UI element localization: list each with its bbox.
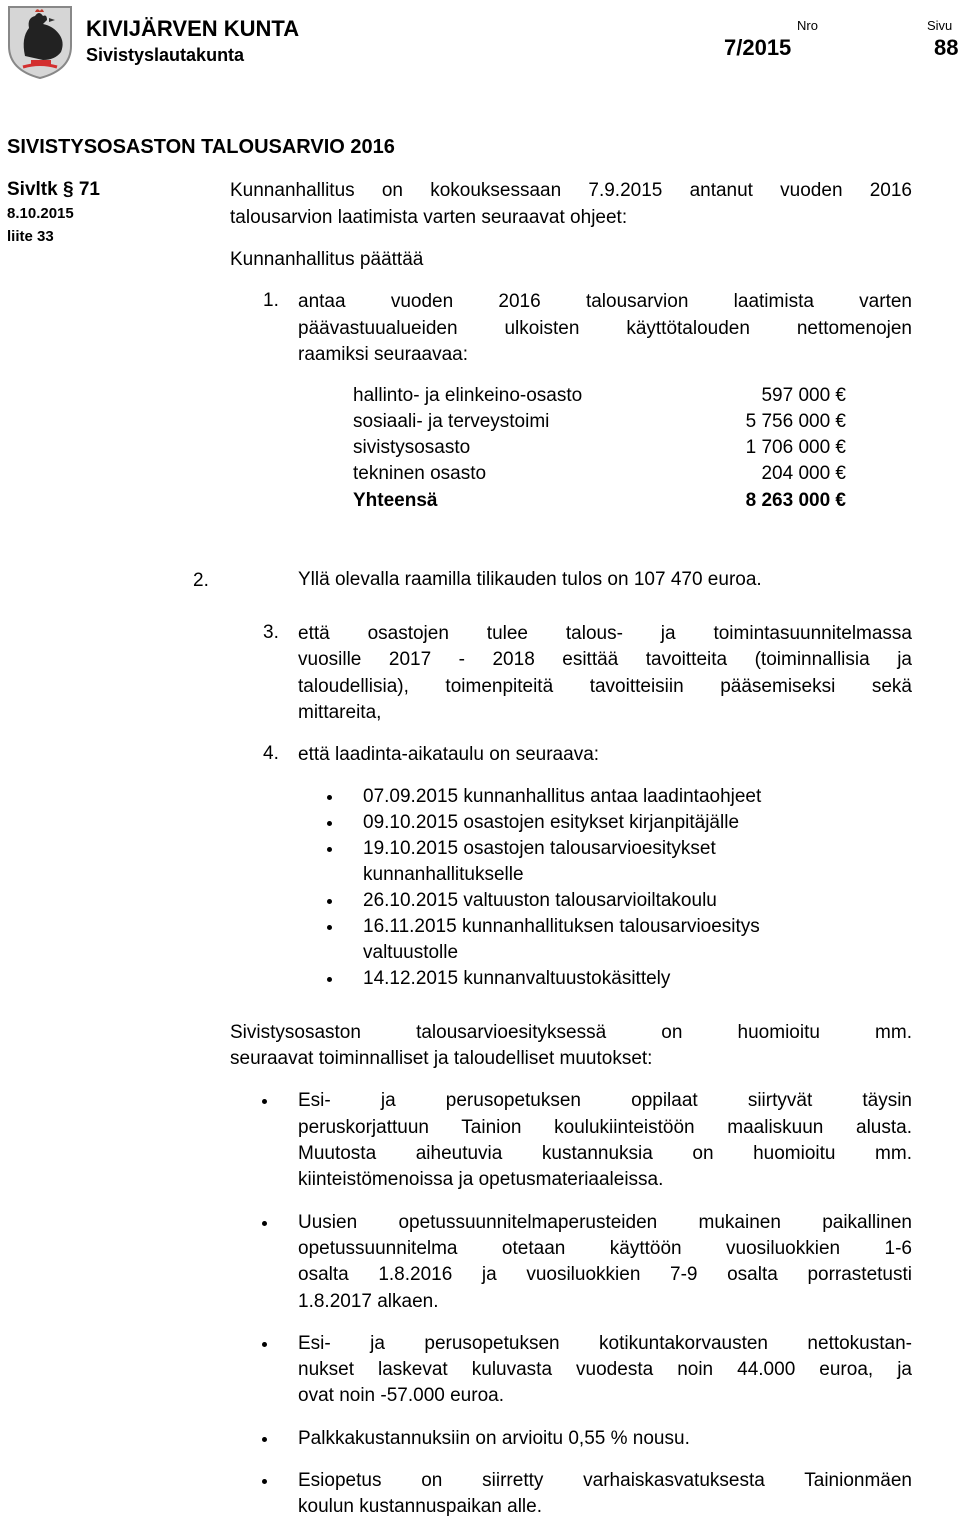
change-item-line: kiinteistömenoissa ja opetusmateriaaleissa. — [298, 1169, 664, 1190]
item-2-number: 2. — [193, 570, 209, 591]
change-item-line: Esi- ja perusopetuksen kotikuntakorvausten nettokustan- — [298, 1333, 912, 1354]
change-item-line: ovat noin -57.000 euroa. — [298, 1385, 504, 1406]
item-3-line-2: vuosille 2017 - 2018 esittää tavoitteita (toiminnallisia ja — [298, 649, 912, 670]
document-title: SIVISTYSOSASTON TALOUSARVIO 2016 — [7, 136, 395, 158]
budget-total-row — [353, 490, 846, 516]
bullet-icon — [327, 925, 332, 930]
change-item-line: Esi- ja perusopetuksen oppilaat siirtyvät täysin — [298, 1090, 912, 1111]
municipality-name: KIVIJÄRVEN KUNTA — [86, 16, 300, 41]
change-item-line: Esiopetus on siirretty varhaiskasvatuksesta Tainionmäen — [298, 1470, 912, 1491]
item-1-line-2: päävastuualueiden ulkoisten käyttötalouden nettomenojen — [298, 318, 912, 339]
bullet-icon — [262, 1437, 267, 1442]
budget-amount: 204 000 € — [761, 463, 846, 484]
schedule-item-continued: kunnanhallitukselle — [363, 864, 524, 885]
budget-label: sivistysosasto — [353, 437, 471, 458]
item-1-line-3: raamiksi seuraavaa: — [298, 344, 469, 365]
change-item-line: 1.8.2017 alkaen. — [298, 1291, 439, 1312]
change-item-line: koulun kustannuspaikan alle. — [298, 1496, 543, 1517]
change-item-line: Muutosta aiheutuvia kustannuksia on huomioitu mm. — [298, 1143, 912, 1164]
attachment-reference: liite 33 — [7, 228, 54, 245]
item-1-number: 1. — [263, 290, 279, 311]
budget-amount: 597 000 € — [761, 385, 846, 406]
item-1-line-1: antaa vuoden 2016 talousarvion laatimista varten — [298, 291, 912, 312]
schedule-item: 16.11.2015 kunnanhallituksen talousarvioesitys — [363, 916, 760, 937]
item-2-text: Yllä olevalla raamilla tilikauden tulos on 107 470 euroa. — [298, 569, 762, 590]
schedule-item-continued: valtuustolle — [363, 942, 459, 963]
change-item-line: Uusien opetussuunnitelmaperusteiden mukainen paikallinen — [298, 1212, 912, 1233]
schedule-item: 07.09.2015 kunnanhallitus antaa laadintaohjeet — [363, 786, 762, 807]
budget-label: tekninen osasto — [353, 463, 487, 484]
intro-line-1: Kunnanhallitus on kokouksessaan 7.9.2015 antanut vuoden 2016 — [230, 180, 912, 201]
budget-total-amount: 8 263 000 € — [745, 490, 846, 511]
intro-line-2: talousarvion laatimista varten seuraavat ohjeet: — [230, 207, 628, 228]
budget-row — [353, 463, 846, 489]
budget-row — [353, 437, 846, 463]
number-label: Nro — [797, 18, 818, 33]
budget-row — [353, 411, 846, 437]
item-4-number: 4. — [263, 743, 279, 764]
bullet-icon — [262, 1479, 267, 1484]
change-item-line: nukset laskevat kuluvasta vuodesta noin 44.000 euroa, ja — [298, 1359, 912, 1380]
change-item-line: osalta 1.8.2016 ja vuosiluokkien 7-9 osalta porrastetusti — [298, 1264, 912, 1285]
item-4-text: että laadinta-aikataulu on seuraava: — [298, 744, 600, 765]
bullet-icon — [327, 821, 332, 826]
schedule-item: 26.10.2015 valtuuston talousarvioiltakoulu — [363, 890, 717, 911]
item-3-line-1: että osastojen tulee talous- ja toimintasuunnitelmassa — [298, 623, 912, 644]
decision-heading: Kunnanhallitus päättää — [230, 249, 424, 270]
bullet-icon — [262, 1342, 267, 1347]
bullet-icon — [327, 899, 332, 904]
item-3-line-3: taloudellisia), toimenpiteitä tavoitteisiin pääsemiseksi sekä — [298, 676, 912, 697]
changes-intro-line-2: seuraavat toiminnalliset ja taloudelliset muutokset: — [230, 1048, 653, 1069]
bullet-icon — [327, 977, 332, 982]
budget-label: hallinto- ja elinkeino-osasto — [353, 385, 583, 406]
number-value: 7/2015 — [724, 35, 792, 60]
meeting-date: 8.10.2015 — [7, 205, 74, 222]
budget-amount: 5 756 000 € — [745, 411, 846, 432]
schedule-item: 14.12.2015 kunnanvaltuustokäsittely — [363, 968, 671, 989]
bullet-icon — [262, 1221, 267, 1226]
change-item-line: Palkkakustannuksiin on arvioitu 0,55 % nousu. — [298, 1428, 690, 1449]
page-label: Sivu — [927, 18, 953, 33]
change-item-line: peruskorjattuun Tainion koulukiinteistöön maaliskuun alusta. — [298, 1117, 912, 1138]
changes-intro-line-1: Sivistysosaston talousarvioesityksessä on huomioitu mm. — [230, 1022, 912, 1043]
section-reference: Sivltk § 71 — [7, 179, 100, 200]
item-3-number: 3. — [263, 622, 279, 643]
bullet-icon — [327, 795, 332, 800]
rooster-coat-of-arms-icon — [5, 4, 75, 80]
page-number: 88 — [934, 35, 959, 60]
budget-total-label: Yhteensä — [353, 490, 438, 511]
budget-label: sosiaali- ja terveystoimi — [353, 411, 550, 432]
bullet-icon — [262, 1099, 267, 1104]
schedule-item: 19.10.2015 osastojen talousarvioesitykset — [363, 838, 716, 859]
change-item-line: opetussuunnitelma otetaan käyttöön vuosiluokkien 1-6 — [298, 1238, 912, 1259]
bullet-icon — [327, 847, 332, 852]
budget-amount: 1 706 000 € — [745, 437, 846, 458]
board-name: Sivistyslautakunta — [86, 45, 245, 65]
budget-row — [353, 385, 846, 411]
schedule-item: 09.10.2015 osastojen esitykset kirjanpitäjälle — [363, 812, 740, 833]
item-3-line-4: mittareita, — [298, 702, 382, 723]
